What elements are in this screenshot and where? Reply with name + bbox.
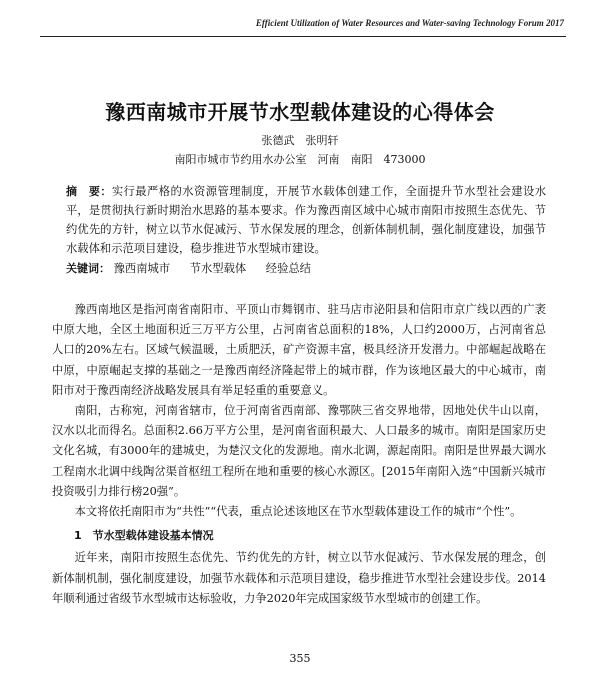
header-rule xyxy=(40,36,566,37)
paragraph: 南阳，古称宛，河南省辖市，位于河南省西南部、豫鄂陕三省交界地带，因地处伏牛山以南，汉水以北而得名。总面积2.66万平方公里，是河南省面积最大、人口最多的城市。南阳是国家历史文化名城，有3000年的建城史，为楚汉文化的发源地。南水北调，源起南阳。南阳是世界最大调水工程南水北调中线陶岔渠首枢纽工程所在地和重要的核心水源区。[2015年南阳入选“中国新兴城市投资吸引力排行榜20强”。 xyxy=(52,404,546,498)
authors: 张德武 张明轩 xyxy=(261,134,339,147)
abstract-text: 实行最严格的水资源管理制度，开展节水载体创建工作，全面提升节水型社会建设水平，是贯彻执行新时期治水思路的基本要求。作为豫西南区域中心城市南阳市按照生态优先、节约优先的方针，树立以节水促减污、节水保发展的理念，创新体制机制，强化制度建设，加强节水载体和示范项目建设，稳步推进节水型城市建设。 xyxy=(66,185,547,255)
keywords-label: 关键词： xyxy=(66,262,110,275)
body-text xyxy=(52,300,546,609)
affiliation: 南阳市城市节约用水办公室 河南 南阳 473000 xyxy=(174,153,426,166)
paper-title: 豫西南城市开展节水型载体建设的心得体会 xyxy=(105,100,495,124)
running-header: Efficient Utilization of Water Resources and Water-saving Technology Forum 2017 xyxy=(255,18,564,28)
keyword-item: 节水型载体 xyxy=(189,262,247,275)
page-number: 355 xyxy=(289,652,311,665)
abstract-label: 摘 要： xyxy=(66,185,112,198)
paragraph: 近年来，南阳市按照生态优先、节约优先的方针，树立以节水促减污、节水保发展的理念，创新体制机制，强化制度建设，加强节水载体和示范项目建设，稳步推进节水型社会建设步伐。2014年顺利通过省级节水型城市达标验收，力争2020年完成国家级节水型城市的创建工作。 xyxy=(52,551,546,605)
paragraph: 本文将依托南阳市为“共性”“代表，重点论述该地区在节水型载体建设工作的城市“个性”。 xyxy=(74,505,522,519)
abstract xyxy=(66,182,546,258)
keywords xyxy=(66,260,327,276)
keyword-item: 经验总结 xyxy=(265,262,311,275)
paragraph: 豫西南地区是指河南省南阳市、平顶山市舞钢市、驻马店市泌阳县和信阳市京广线以西的广袤中原大地，全区土地面积近三万平方公里，占河南省总面积的18%，人口约2000万，占河南省总人口的20%左右。区域气候温暖，土质肥沃，矿产资源丰富，极具经济开发潜力。中部崛起战略在中原，中原崛起支撑的基础之一是豫西南经济隆起带上的城市群，作为该地区最大的中心城市，南阳市对于豫西南经济战略发展具有举足轻重的重要意义。 xyxy=(52,303,546,397)
section-heading: 1 节水型载体建设基本情况 xyxy=(74,529,214,543)
keyword-item: 豫西南城市 xyxy=(113,262,171,275)
